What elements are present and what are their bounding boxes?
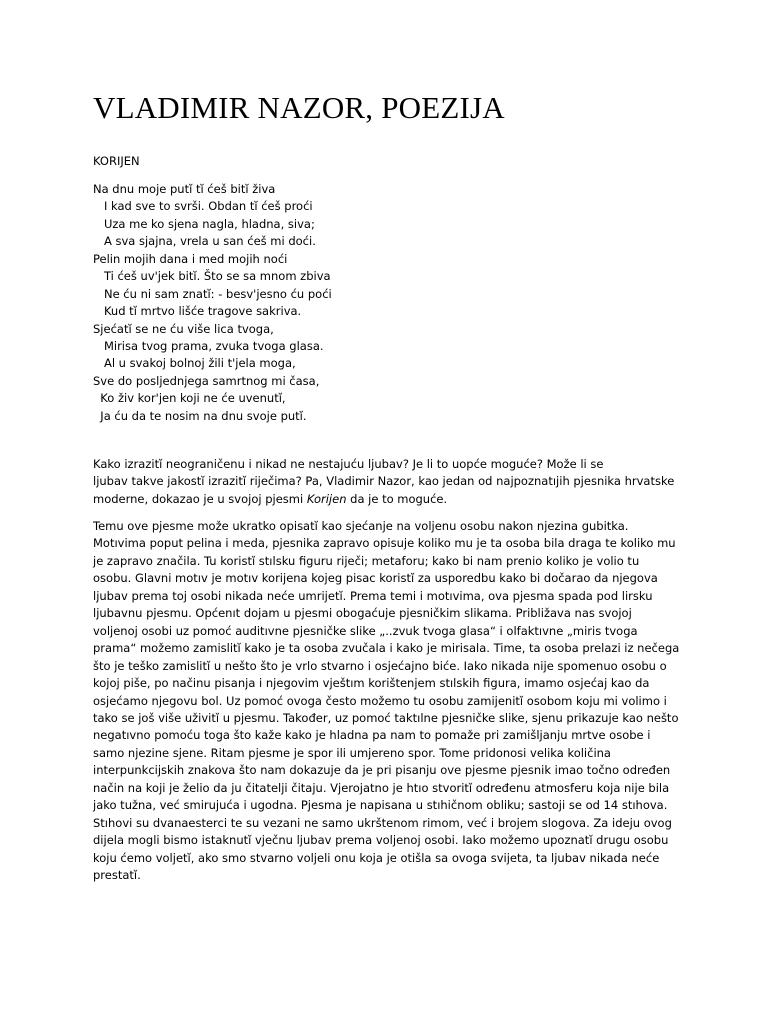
poem-line: Kud tı̆ mrtvo lišće tragove sakriva. (93, 304, 302, 319)
poem (93, 181, 653, 425)
intro-text: Kako izrazitı̆ neograničenu i nikad ne nestajuću ljubav? Je li to uopće moguće? Može li se ljubav takve jakostı̆ izrazitı̆ riječima? Pa, Vladimir Nazor, kao jedan od najpoznatıjih pjesnika hrvatske moderne, dokazao je u svojoj pjesmi (93, 457, 675, 506)
poem-heading: KORIJEN (93, 154, 140, 168)
poem-line: I kad sve to svrši. Obdan tı̆ ćeš proći (93, 199, 313, 214)
poem-line: Sve do posljednjega samrtnog mi časa, (93, 373, 320, 388)
poem-line: Ne ću ni sam znatı̆: - besv'jesno ću poći (93, 286, 332, 301)
poem-line: Ti ćeš uv'jek bitı̆. Što se sa mnom zbiva (93, 269, 331, 284)
intro-text-end: da je to moguće. (346, 491, 448, 506)
poem-title-italic: Korijen (306, 491, 347, 506)
poem-line: Na dnu moje putı̆ tı̆ ćeš bitı̆ živa (93, 182, 276, 196)
poem-line: Pelin mojih dana i med mojih noći (93, 251, 288, 266)
poem-line: Al u svakoj bolnoj žili t'jela moga, (93, 356, 296, 371)
poem-line: A sva sjajna, vrela u san ćeš mi doći. (93, 234, 316, 249)
poem-line: Mirisa tvog prama, zvuka tvoga glasa. (93, 338, 324, 353)
intro-paragraph (93, 456, 683, 508)
poem-line: Uza me ko sjena nagla, hladna, siva; (93, 216, 315, 231)
poem-line: Sjećatı̆ se ne ću više lica tvoga, (93, 321, 274, 336)
document-title: VLADIMIR NAZOR, POEZIJA (93, 90, 505, 125)
poem-line: Ko živ kor'jen koji ne će uvenutı̆, (93, 391, 286, 406)
analysis-paragraph: Temu ove pjesme može ukratko opisatı̆ kao sjećanje na voljenu osobu nakon njezina gubitka. Motıvima poput pelina i meda, pjesnika zapravo opisuje koliko mu je ta osoba bila draga te koliko mu je zapravo značila. Tu koristı̆ stılsku figuru riječi; metaforu; kako bi nam prenio koliko je volio tu osobu. Glavni motıv je motıv korijena kojeg pisac koristı̆ za usporedbu kako bi dočarao da njegova ljubav prema toj osobi nikada neće umrijetı̆. Prema temi i motıvima, ova pjesma spada pod lirsku ljubavnu pjesmu. Općenıt dojam u pjesmi obogaćuje pjesničkim slikama. Približava nas svojoj voljenoj osobi uz pomoć auditıvne pjesničke slike „..zvuk tvoga glasa“ i olfaktıvne „miris tvoga prama“ možemo zamislitı̆ kako je ta osoba zvučala i kako je mirisala. Time, ta osoba prelazi iz nečega što je teško zamislitı̆ u nešto što je vrlo stvarno i osjećajno biće. Iako nikada nije spomenuo osobu o kojoj piše, po načinu pisanja i njegovim vještım korištenjem stılskih figura, imamo osjećaj kao da osjećamo njegovu bol. Uz pomoć ovoga često možemo tu osobu zamijenitı̆ osobom koju mi volimo i tako se još više uživitı̆ u pjesmu. Također, uz pomoć taktılne pjesničke slike, sjenu prikazuje kao nešto negatıvno pomoću toga što kaže kako je hladna pa nam to pomaže pri zamišljanju mrtve osobe i samo njezine sjene. Ritam pjesme je spor ili umjereno spor. Tome pridonosi velika količina interpunkcijskih znakova što nam dokazuje da je pri pisanju ove pjesme pjesnik imao točno određen način na koji je želio da ju čitatelji čitaju. Vjerojatno je htıo stvoritı̆ određenu atmosferu koja nije bila jako tužna, već smirujuća i ugodna. Pjesma je napisana u stıhičnom obliku; sastoji se od 14 stıhova. Stıhovi su dvanaesterci te su vezani ne samo ukrštenom rimom, već i brojem slogova. Za ideju ovog dijela mogli bismo istaknutı̆ vječnu ljubav prema voljenoj osobi. Iako možemo upoznatı̆ drugu osobu koju ćemo voljetı̆, ako smo stvarno voljeli onu koja je otišla sa ovoga svijeta, ta ljubav nikada neće prestatı̆. (93, 519, 680, 883)
poem-line: Ja ću da te nosim na dnu svoje putı̆. (93, 408, 307, 423)
